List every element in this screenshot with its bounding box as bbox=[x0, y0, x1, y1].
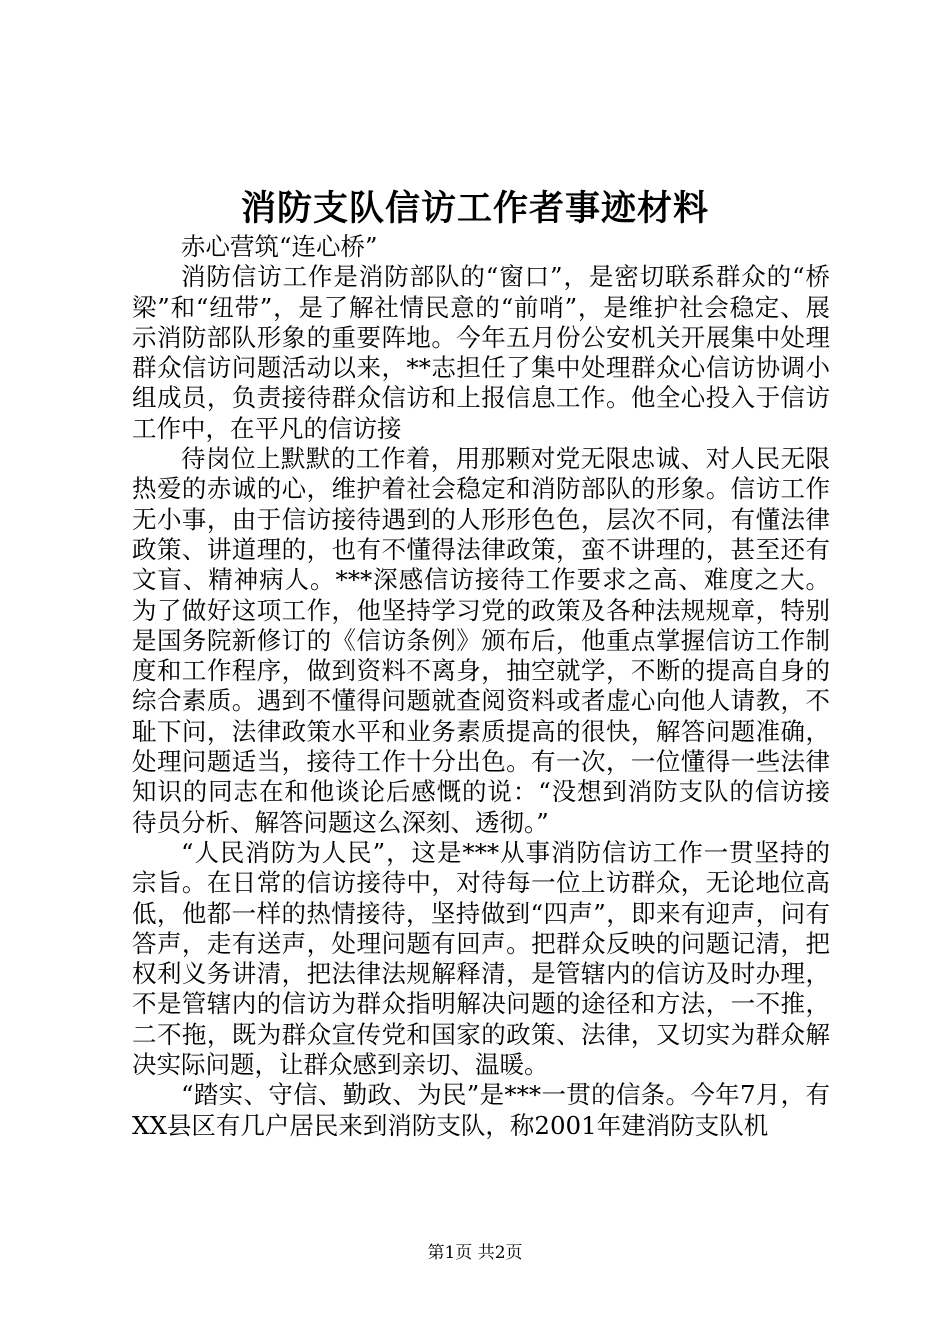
paragraph: “踏实、守信、勤政、为民”是***一贯的信条。今年7月，有XX县区有几户居民来到消防支队，称2001年建消防支队机 bbox=[132, 1080, 830, 1140]
section-subtitle: 赤心营筑“连心桥” bbox=[181, 232, 378, 261]
document-title: 消防支队信访工作者事迹材料 bbox=[240, 188, 709, 229]
paragraph: 待岗位上默默的工作着，用那颗对党无限忠诚、对人民无限热爱的赤诚的心，维护着社会稳定和消防部队的形象。信访工作无小事，由于信访接待遇到的人形形色色，层次不同，有懂法律政策、讲道理的，也有不懂得法律政策，蛮不讲理的，甚至还有文盲、精神病人。***深感信访接待工作要求之高、难度之大。为了做好这项工作，他坚持学习党的政策及各种法规规章，特别是国务院新修订的《信访条例》颁布后，他重点掌握信访工作制度和工作程序，做到资料不离身，抽空就学，不断的提高自身的综合素质。遇到不懂得问题就查阅资料或者虚心向他人请教，不耻下问，法律政策水平和业务素质提高的很快，解答问题准确，处理问题适当，接待工作十分出色。有一次，一位懂得一些法律知识的同志在和他谈论后感慨的说：“没想到消防支队的信访接待员分析、解答问题这么深刻、透彻。” bbox=[132, 444, 830, 837]
paragraph: 消防信访工作是消防部队的“窗口”，是密切联系群众的“桥梁”和“纽带”，是了解社情民意的“前哨”，是维护社会稳定、展示消防部队形象的重要阵地。今年五月份公安机关开展集中处理群众信访问题活动以来，**志担任了集中处理群众心信访协调小组成员，负责接待群众信访和上报信息工作。他全心投入于信访工作中，在平凡的信访接 bbox=[132, 262, 830, 443]
paragraph: “人民消防为人民”，这是***从事消防信访工作一贯坚持的宗旨。在日常的信访接待中，对待每一位上访群众，无论地位高低，他都一样的热情接待，坚持做到“四声”，即来有迎声，问有答声，走有送声，处理问题有回声。把群众反映的问题记清，把权利义务讲清，把法律法规解释清，是管辖内的信访及时办理，不是管辖内的信访为群众指明解决问题的途径和方法，一不推，二不拖，既为群众宣传党和国家的政策、法律，又切实为群众解决实际问题，让群众感到亲切、温暖。 bbox=[132, 837, 830, 1080]
document-body bbox=[132, 232, 830, 1141]
page-footer: 第1页 共2页 bbox=[427, 1243, 523, 1263]
